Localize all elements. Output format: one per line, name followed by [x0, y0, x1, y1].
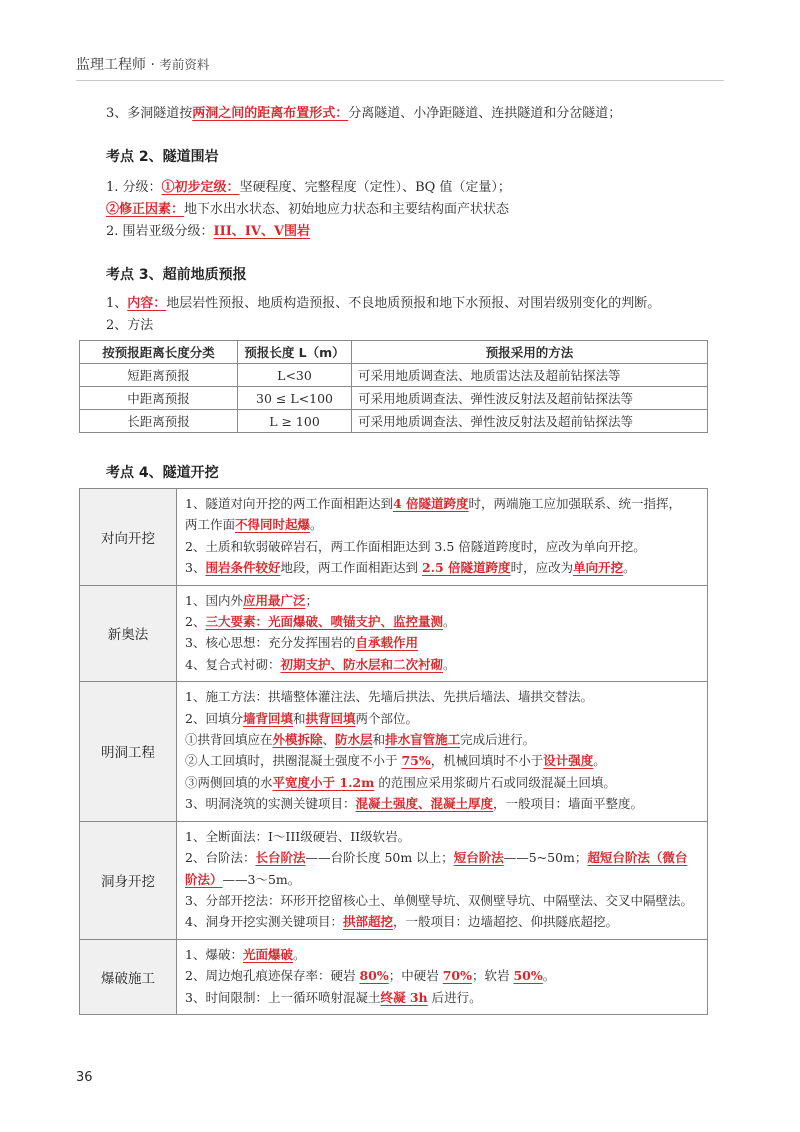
highlight-text: 75%: [401, 753, 431, 769]
table-cell: 30 ≤ L<100: [238, 387, 352, 410]
highlight-text: 围岩条件较好: [205, 560, 281, 576]
table-cell: 长距离预报: [80, 410, 238, 433]
table-cell: L<30: [238, 364, 352, 387]
highlight-text: 墙背回填: [242, 710, 293, 726]
content-line: [185, 611, 699, 632]
highlight-text: 内容：: [127, 296, 167, 311]
page-header: [76, 54, 209, 74]
excavation-table: [79, 488, 708, 1015]
plain-text: 坚硬程度、完整程度（定性）、BQ 值（定量）；: [239, 180, 511, 195]
table-row: [80, 387, 708, 410]
plain-text: ——3～5m。: [222, 871, 301, 887]
content-line: [185, 654, 699, 675]
plain-text: ；: [305, 592, 318, 608]
section-title-4: 考点 4、隧道开挖: [106, 465, 219, 481]
plain-text: 1、施工方法：拱墙整体灌注法、先墙后拱法、先拱后墙法、墙拱交替法。: [185, 689, 593, 705]
plain-text: 。: [593, 753, 606, 769]
page-number: 36: [76, 1070, 93, 1085]
content-cell: [177, 821, 708, 939]
content-line: [185, 686, 699, 707]
highlight-text: ②修正因素：: [106, 202, 185, 217]
section3-line-2: [106, 316, 153, 336]
plain-text: 4、复合式衬砌：: [185, 656, 281, 672]
plain-text: 1、爆破：: [185, 946, 243, 962]
content-line: [185, 729, 699, 750]
content-line: [185, 590, 699, 611]
content-line: [185, 514, 699, 535]
plain-text: 后进行。: [427, 989, 482, 1005]
header-subtitle: 考前资料: [159, 57, 210, 72]
highlight-text: 不得同时起爆: [235, 517, 311, 533]
content-cell: [177, 489, 708, 586]
highlight-text: 2.5 倍隧道跨度: [421, 560, 511, 576]
table-cell: 中距离预报: [80, 387, 238, 410]
highlight-text: 应用最广泛: [242, 592, 306, 608]
header-rule: [76, 80, 724, 81]
content-line: [185, 869, 699, 890]
plain-text: 3、核心思想：充分发挥围岩的: [185, 635, 356, 651]
plain-text: 2、回填分: [185, 710, 243, 726]
plain-text: 时，两端施工应加强联系、统一指挥，: [468, 496, 682, 511]
content-line: [185, 557, 699, 578]
content-line: [185, 944, 699, 965]
content-line: [185, 987, 699, 1008]
plain-text: 。: [310, 517, 323, 533]
table-cell: 可采用地质调查法、地质雷达法及超前钻探法等: [352, 364, 708, 387]
table-row: [80, 939, 708, 1014]
highlight-text: 短台阶法: [453, 850, 504, 866]
highlight-text: 三大要素：光面爆破、喷锚支护、监控量测: [205, 614, 443, 630]
content-line: [185, 847, 699, 868]
plain-text: 完成后进行。: [460, 732, 536, 748]
plain-text: 1、全断面法：I～III级硬岩、II级软岩。: [185, 828, 411, 844]
highlight-text: 70%: [442, 968, 472, 984]
highlight-text: 4 倍隧道跨度: [392, 496, 469, 511]
content-line: [185, 826, 699, 847]
table-row: [80, 410, 708, 433]
section2-line-1: [106, 178, 511, 198]
plain-text: 地下水出水状态、初始地应力状态和主要结构面产状状态: [184, 202, 510, 217]
plain-text: 1、国内外: [185, 592, 243, 608]
plain-text: 4、洞身开挖实测关键项目：: [185, 914, 343, 930]
table-row: [80, 682, 708, 821]
header-title: 监理工程师: [76, 57, 146, 73]
highlight-text: 长台阶法: [255, 850, 306, 866]
plain-text: 2、: [185, 614, 206, 630]
plain-text: 。: [292, 946, 306, 962]
section-title-2: 考点 2、隧道围岩: [106, 149, 219, 165]
section2-line-2: [106, 200, 509, 220]
plain-text: ，机械回填时不小于: [430, 753, 544, 769]
highlight-text: III、IV、V围岩: [213, 224, 311, 239]
highlight-text: 自承载作用: [355, 635, 418, 651]
highlight-text: 排水盲管施工: [385, 732, 461, 748]
intro-line: [106, 104, 621, 124]
highlight-text: 外模拆除: [272, 732, 323, 748]
plain-text: 1、: [106, 296, 128, 311]
highlight-text: 拱部超挖: [342, 914, 393, 930]
plain-text: 2、方法: [106, 318, 154, 333]
table-row: [80, 585, 708, 682]
plain-text: 地段，两工作面相距达到: [280, 560, 422, 576]
plain-text: 和: [292, 710, 306, 726]
plain-text: ，一般项目：墙面平整度。: [492, 796, 643, 812]
highlight-text: 单向开挖: [573, 560, 624, 576]
highlight-text: 阶法）: [185, 871, 223, 887]
category-cell: 明洞工程: [80, 682, 177, 821]
highlight-text: 光面爆破: [242, 946, 293, 962]
plain-text: ②人工回填时，拱圈混凝土强度不小于: [185, 753, 402, 769]
content-line: [185, 536, 699, 557]
plain-text: 3、: [185, 560, 206, 576]
content-cell: [177, 682, 708, 821]
highlight-text: 初期支护、防水层和二次衬砌: [280, 656, 443, 672]
table-header-cell: 按预报距离长度分类: [80, 341, 238, 364]
table-cell: L ≥ 100: [238, 410, 352, 433]
plain-text: ——台阶长度 50m 以上；: [305, 850, 454, 866]
table-cell: 短距离预报: [80, 364, 238, 387]
plain-text: 。: [442, 656, 456, 672]
highlight-text: 两洞之间的距离布置形式：: [192, 106, 349, 121]
plain-text: ；中硬岩: [388, 968, 443, 984]
content-line: [185, 911, 699, 932]
category-cell: 对向开挖: [80, 489, 177, 586]
plain-text: ①拱背回填应在: [185, 732, 273, 748]
highlight-text: 50%: [513, 968, 543, 984]
table-header-cell: 预报采用的方法: [352, 341, 708, 364]
table-cell: 可采用地质调查法、弹性波反射法及超前钻探法等: [352, 410, 708, 433]
highlight-text: ①初步定级：: [161, 180, 240, 195]
plain-text: 2、台阶法：: [185, 850, 256, 866]
plain-text: 时，应改为: [510, 560, 574, 576]
content-line: [185, 890, 699, 911]
content-line: [185, 708, 699, 729]
category-cell: 爆破施工: [80, 939, 177, 1014]
plain-text: 3、分部开挖法：环形开挖留核心土、单侧壁导坑、双侧壁导坑、中隔壁法、交叉中隔壁法。: [185, 892, 693, 908]
plain-text: 地层岩性预报、地质构造预报、不良地质预报和地下水预报、对围岩级别变化的判断。: [166, 296, 661, 311]
plain-text: 。: [442, 614, 456, 630]
table-row: [80, 489, 708, 586]
plain-text: ③两侧回填的水: [185, 774, 273, 790]
highlight-text: 80%: [359, 968, 389, 984]
table-cell: 可采用地质调查法、弹性波反射法及超前钻探法等: [352, 387, 708, 410]
plain-text: 2、土质和软弱破碎岩石，两工作面相距达到 3.5 倍隧道跨度时，应改为单向开挖。: [185, 538, 646, 554]
highlight-text: 混凝土强度、混凝土厚度: [355, 796, 493, 812]
plain-text: 的范围应采用浆砌片石或同级混凝土回填。: [374, 774, 616, 790]
plain-text: 1. 分级：: [106, 180, 162, 195]
content-line: [185, 493, 699, 514]
table-row: [80, 364, 708, 387]
content-cell: [177, 585, 708, 682]
highlight-text: 终凝 3h: [380, 989, 428, 1005]
forecast-table: [79, 340, 708, 433]
content-line: [185, 750, 699, 771]
table-header-cell: 预报长度 L（m）: [238, 341, 352, 364]
content-line: [185, 965, 699, 986]
plain-text: 。: [542, 968, 556, 984]
plain-text: 2、周边炮孔痕迹保存率：硬岩: [185, 968, 360, 984]
highlight-text: 超短台阶法（微台: [587, 850, 688, 866]
category-cell: 新奥法: [80, 585, 177, 682]
plain-text: ；软岩: [471, 968, 514, 984]
plain-text: 和: [372, 732, 386, 748]
plain-text: 2. 围岩亚级分级：: [106, 224, 214, 239]
plain-text: 两个部位。: [355, 710, 419, 726]
content-line: [185, 772, 699, 793]
section3-line-1: [106, 294, 660, 314]
plain-text: 3、明洞浇筑的实测关键项目：: [185, 796, 356, 812]
plain-text: 、: [322, 732, 336, 748]
section2-line-3: [106, 222, 310, 242]
content-line: [185, 793, 699, 814]
plain-text: 1、隧道对向开挖的两工作面相距达到: [185, 496, 393, 511]
plain-text: 分离隧道、小净距隧道、连拱隧道和分岔隧道；: [348, 106, 622, 121]
highlight-text: 防水层: [335, 732, 373, 748]
content-line: [185, 632, 699, 653]
plain-text: 3、多洞隧道按: [106, 106, 193, 121]
highlight-text: 平宽度小于 1.2m: [272, 774, 375, 790]
highlight-text: 设计强度: [543, 753, 594, 769]
table-header-row: [80, 341, 708, 364]
highlight-text: 拱背回填: [305, 710, 356, 726]
section-title-3: 考点 3、超前地质预报: [106, 267, 247, 283]
content-cell: [177, 939, 708, 1014]
table-row: [80, 821, 708, 939]
plain-text: 两工作面: [185, 517, 236, 533]
plain-text: 。: [623, 560, 636, 576]
category-cell: 洞身开挖: [80, 821, 177, 939]
plain-text: ——5~50m；: [503, 850, 588, 866]
plain-text: ，一般项目：边墙超挖、仰拱隧底超挖。: [392, 914, 618, 930]
header-separator: ·: [150, 57, 155, 73]
plain-text: 3、时间限制：上一循环喷射混凝土: [185, 989, 381, 1005]
